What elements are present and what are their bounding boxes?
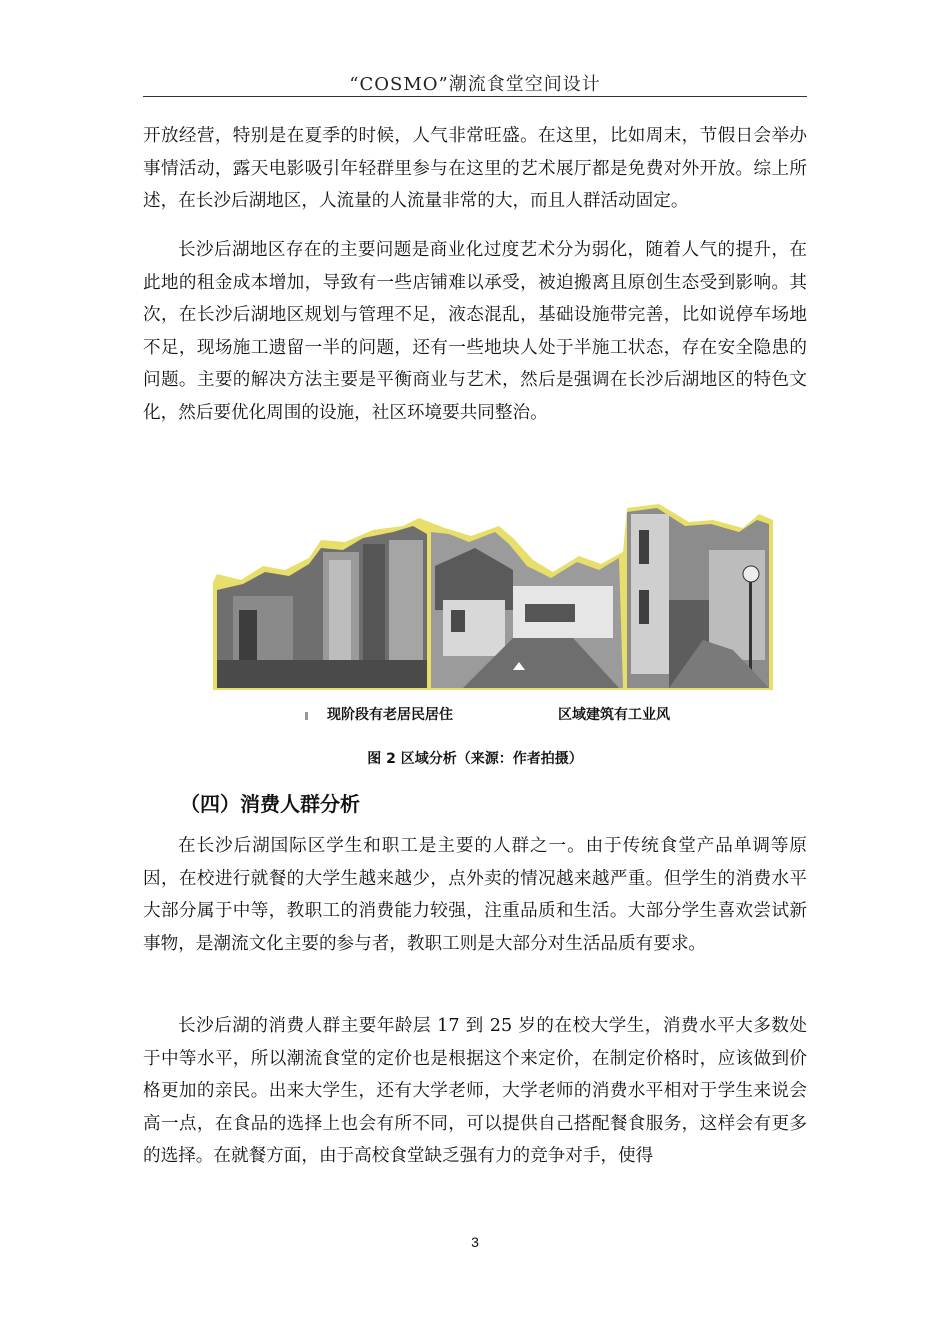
photo-street-sign [217,526,427,688]
photo-collage-image [213,500,773,690]
photo-alley [627,508,769,688]
header-divider [143,96,807,97]
photo-caption-row [213,702,773,724]
paragraph-3: 在长沙后湖国际区学生和职工是主要的人群之一。由于传统食堂产品单调等原因，在校进行就餐的大学生越来越少，点外卖的情况越来越严重。但学生的消费水平大部分属于中等，教职工的消费能力较强，注重品质和生活。大部分学生喜欢尝试新事物，是潮流文化主要的参与者，教职工则是大部分对生活品质有要求。 [143,836,807,954]
paragraph-2: 长沙后湖地区存在的主要问题是商业化过度艺术分为弱化，随着人气的提升，在此地的租金成本增加，导致有一些店铺难以承受，被迫搬离且原创生态受到影响。其次，在长沙后湖地区规划与管理不足，液态混乱，基础设施带完善，比如说停车场地不足，现场施工遗留一半的问题，还有一些地块人处于半施工状态，存在安全隐患的问题。主要的解决方法主要是平衡商业与艺术，然后是强调在长沙后湖地区的特色文化，然后要优化周围的设施，社区环境要共同整治。 [143,240,807,423]
figure-caption: 图 2 区域分析（来源：作者拍摄） [367,751,583,767]
photo-caption-left: 现阶段有老居民居住 [327,707,453,723]
section-heading: （四）消费人群分析 [180,792,360,816]
figure-photo-collage [213,500,773,690]
paragraph-1: 开放经营，特别是在夏季的时候，人气非常旺盛。在这里，比如周末，节假日会举办事情活动，露天电影吸引年轻群里参与在这里的艺术展厅都是免费对外开放。综上所述，在长沙后湖地区，人流量的人流量非常的大，而且人群活动固定。 [143,126,807,211]
caption-marker [305,712,308,720]
photo-caption-right: 区域建筑有工业风 [558,707,670,723]
page-number: 3 [471,1234,479,1250]
paragraph-4: 长沙后湖的消费人群主要年龄层 17 到 25 岁的在校大学生，消费水平大多数处于中等水平，所以潮流食堂的定价也是根据这个来定价，在制定价格时，应该做到价格更加的亲民。出来大学生，还有大学老师，大学老师的消费水平相对于学生来说会高一点，在食品的选择上也会有所不同，可以提供自己搭配餐食服务，这样会有更多的选择。在就餐方面，由于高校食堂缺乏强有力的竞争对手，使得 [143,1016,807,1166]
header-title: “COSMO”潮流食堂空间设计 [349,74,601,95]
